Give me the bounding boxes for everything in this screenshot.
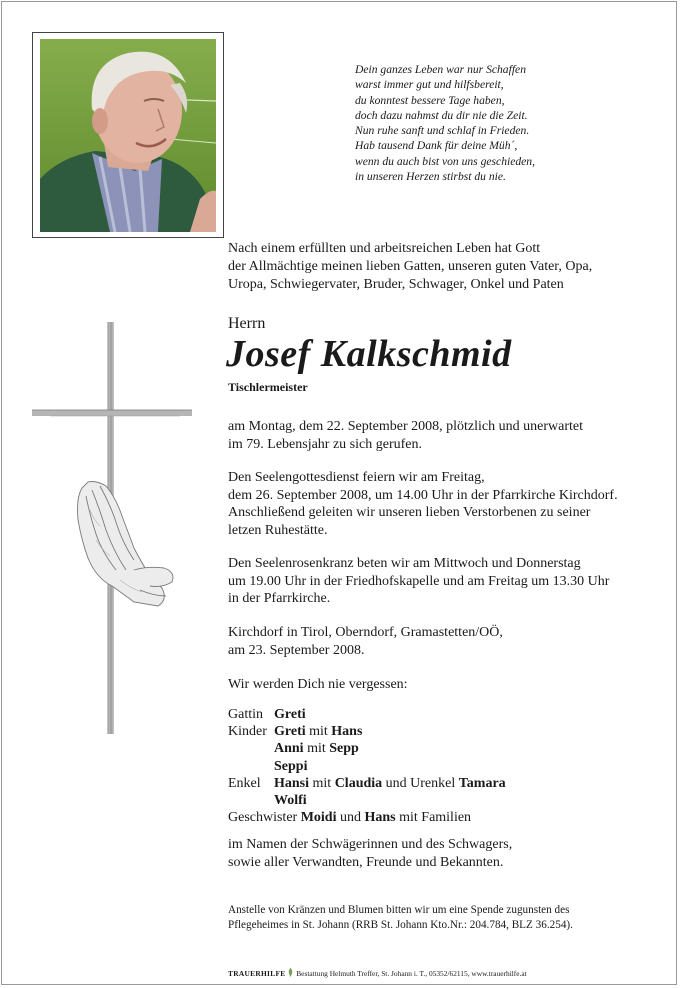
family-row-kinder [228,758,471,775]
intro-line: der Allmächtige meinen lieben Gatten, unseren guten Vater, Opa, [228,259,593,274]
connector: mit [309,724,328,740]
intro-line: Nach einem erfüllten und arbeitsreichen Leben hat Gott [228,241,541,256]
connector: mit Familien [399,810,472,826]
funeral-line: letzen Ruhestätte. [228,522,328,538]
death-notice [228,418,583,453]
family-row-enkel [228,775,506,792]
funeral-line: Den Seelengottesdienst feiern wir am Freitag, [228,470,485,485]
family-member: Greti [274,707,306,722]
poem-line: in unseren Herzen stirbst du nie. [355,170,506,184]
poem-line: doch dazu nahmst du dir nie die Zeit. [355,108,528,122]
rosary-line: Den Seelenrosenkranz beten wir am Mittwoch und Donnerstag [228,556,581,571]
cross-praying-hands-icon [30,320,195,740]
family-row-gattin [228,706,471,723]
connector: mit [307,741,326,757]
intro-text [228,240,648,294]
poem-line: Hab tausend Dank für deine Müh´, [355,139,518,153]
family-member: Greti [274,724,306,740]
salutation: Herrn [228,315,266,332]
farewell-line: Wir werden Dich nie vergessen: [228,677,408,692]
connector: und [339,810,361,826]
family-member: Hansi [274,775,310,791]
donation-note [228,903,573,933]
family-member: Anni [274,741,304,757]
connector: mit [312,775,332,791]
closing-line: im Namen der Schwägerinnen und des Schwagers, [228,837,513,852]
family-label: Geschwister [228,810,298,826]
rosary-line: in der Pfarrkirche. [228,591,331,606]
family-row-kinder [228,723,471,740]
family-label: Gattin [228,707,263,722]
family-member: Hans [364,810,396,826]
date-line: am 23. September 2008. [228,642,365,658]
connector: und Urenkel [385,775,456,791]
family-member: Sepp [329,741,359,757]
funeral-info [228,469,618,539]
family-member: Wolfi [274,792,307,808]
footer-brand: TRAUERHILFE [228,969,286,978]
intro-line: Uropa, Schwiegervater, Bruder, Schwager, Onkel und Paten [228,277,564,292]
poem [355,62,535,184]
family-member: Hans [331,724,363,740]
poem-line: wenn du auch bist von uns geschieden, [355,154,535,168]
poem-line: du konntest bessere Tage haben, [355,93,505,107]
place-line: Kirchdorf in Tirol, Oberndorf, Gramastetten/OÖ, [228,625,503,640]
rosary-line: um 19.00 Uhr in der Friedhofskapelle und am Freitag um 13.30 Uhr [228,573,610,589]
poem-line: warst immer gut und hilfsbereit, [355,78,504,92]
family-row-enkel [228,792,471,809]
leaf-icon [287,969,296,978]
note-line: Anstelle von Kränzen und Blumen bitten wir um eine Spende zugunsten des [228,904,570,916]
portrait-photo [40,39,216,232]
note-line: Pflegeheimes in St. Johann (RRB St. Johann Kto.Nr.: 204.784, BLZ 36.254). [228,919,573,931]
family-member: Tamara [458,775,506,791]
place-date [228,624,503,659]
poem-line: Nun ruhe sanft und schlaf in Frieden. [355,124,530,138]
family-row-kinder [228,740,471,757]
death-line: im 79. Lebensjahr zu sich gerufen. [228,436,422,452]
poem-line: Dein ganzes Leben war nur Schaffen [355,63,526,76]
occupation: Tischlermeister [228,380,308,394]
farewell [228,676,408,694]
family-label: Kinder [228,724,267,740]
closing [228,836,512,871]
family-member: Seppi [274,758,308,774]
family-row-geschwister [228,809,471,826]
family-member: Moidi [300,810,337,826]
footer [228,968,527,978]
funeral-line: dem 26. September 2008, um 14.00 Uhr in der Pfarrkirche Kirchdorf. [228,487,618,503]
death-line: am Montag, dem 22. September 2008, plötzlich und unerwartet [228,419,583,434]
portrait-frame [32,32,224,238]
funeral-line: Anschließend geleiten wir unseren lieben Verstorbenen zu seiner [228,505,591,520]
family-member: Claudia [334,775,383,791]
deceased-name: Josef Kalkschmid [226,333,512,375]
closing-line: sowie aller Verwandten, Freunde und Bekannten. [228,854,504,870]
family-list [228,706,506,826]
footer-text: Bestattung Helmuth Treffer, St. Johann i. T., 05352/62115, www.trauerhilfe.at [296,969,527,978]
rosary-info [228,555,609,608]
family-label: Enkel [228,775,261,791]
